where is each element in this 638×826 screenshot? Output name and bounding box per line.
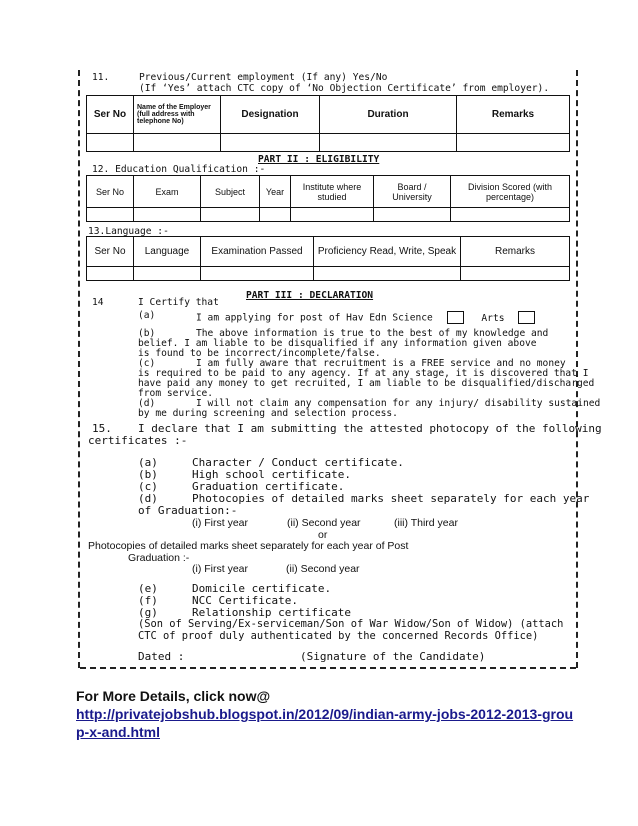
header-remarks: Remarks: [461, 237, 570, 267]
s15-line1: I declare that I am submitting the attested photocopy of the following: [138, 422, 602, 435]
s14-a-text: [196, 311, 535, 324]
s14-certify: I Certify that: [138, 297, 219, 308]
bottom-border: [80, 667, 576, 669]
footer: [76, 687, 576, 741]
table-cell: [457, 134, 570, 152]
s14-d-cont1: by me during screening and selection process.: [138, 408, 398, 419]
s11-line2: (If ‘Yes’ attach CTC copy of ‘No Objection Certificate’ from employer).: [139, 83, 550, 94]
s13-title: 13.Language :-: [88, 226, 169, 237]
header-ser-no: Ser No: [87, 176, 134, 208]
grad-year-1: (i) First year: [192, 517, 248, 529]
s15-e-text: Domicile certificate.: [192, 582, 332, 595]
s15-d-cont: of Graduation:-: [138, 504, 238, 517]
header-division: Division Scored (with percentage): [451, 176, 570, 208]
s15-a-text: Character / Conduct certificate.: [192, 456, 404, 469]
s15-g-label: (g): [138, 606, 158, 619]
s15-c-text: Graduation certificate.: [192, 480, 345, 493]
s14-a-label: (a): [138, 310, 156, 321]
table-cell: [260, 208, 291, 222]
signature-label: (Signature of the Candidate): [300, 650, 486, 663]
table-cell: [221, 134, 320, 152]
s14-b-cont1: belief. I am liable to be disqualified if any information given above: [138, 338, 537, 349]
table-cell: [134, 267, 201, 281]
header-board: Board / University: [374, 176, 451, 208]
s15-f-text: NCC Certificate.: [192, 594, 298, 607]
header-language: Language: [134, 237, 201, 267]
s15-g-text: Relationship certificate: [192, 606, 351, 619]
footer-link[interactable]: http://privatejobshub.blogspot.in/2012/09/indian-army-jobs-2012-2013-group-x-and.html: [76, 706, 574, 740]
s15-line2: certificates :-: [88, 434, 188, 447]
table-cell: [291, 208, 374, 222]
part-ii-heading: PART II : ELIGIBILITY: [258, 154, 380, 165]
language-table: [86, 236, 570, 281]
header-remarks: Remarks: [457, 96, 570, 134]
s11-line1: Previous/Current employment (If any) Yes/No: [139, 72, 388, 83]
employment-table: [86, 95, 570, 152]
s14-c-text: I am fully aware that recruitment is a FREE service and no money: [196, 358, 566, 369]
s14-d-text: I will not claim any compensation for any injury/ disability sustained: [196, 398, 601, 409]
header-subject: Subject: [201, 176, 260, 208]
s15-g-cont1: (Son of Serving/Ex-serviceman/Son of War Widow/Son of Widow) (attach: [138, 618, 564, 630]
s15-c-label: (c): [138, 480, 158, 493]
s14-c-cont1: is required to be paid to any agency. If at any stage, it is discovered that I: [138, 368, 589, 379]
s14-b-label: (b): [138, 328, 156, 339]
table-cell: [87, 208, 134, 222]
s14-b-cont2: is found to be incorrect/incomplete/false.: [138, 348, 381, 359]
table-cell: [314, 267, 461, 281]
s15-number: 15.: [92, 422, 112, 435]
pg-line1: Photocopies of detailed marks sheet separately for each year of Post: [88, 540, 409, 552]
header-year: Year: [260, 176, 291, 208]
grad-year-2: (ii) Second year: [287, 517, 361, 529]
dated-label: Dated :: [138, 650, 185, 663]
arts-label: Arts: [481, 312, 505, 324]
s15-f-label: (f): [138, 594, 158, 607]
s15-e-label: (e): [138, 582, 158, 595]
header-proficiency: Proficiency Read, Write, Speak: [314, 237, 461, 267]
left-border: [78, 70, 80, 668]
header-duration: Duration: [320, 96, 457, 134]
science-checkbox[interactable]: [447, 311, 464, 324]
table-cell: [374, 208, 451, 222]
header-designation: Designation: [221, 96, 320, 134]
s15-b-label: (b): [138, 468, 158, 481]
s15-a-label: (a): [138, 456, 158, 469]
part-iii-heading: PART III : DECLARATION: [246, 290, 374, 301]
s14-c-cont2: have paid any money to get recruited, I am liable to be disqualified/discharged: [138, 378, 595, 389]
pg-line2: Graduation :-: [128, 552, 190, 564]
table-cell: [461, 267, 570, 281]
grad-year-3: (iii) Third year: [394, 517, 458, 529]
table-cell: [201, 267, 314, 281]
or-label: or: [318, 529, 328, 541]
s15-g-cont2: CTC of proof duly authenticated by the concerned Records Office): [138, 630, 539, 642]
table-cell: [87, 267, 134, 281]
s14-c-label: (c): [138, 358, 156, 369]
s14-d-label: (d): [138, 398, 156, 409]
pg-year-1: (i) First year: [192, 563, 248, 575]
footer-prefix: For More Details, click now@: [76, 688, 271, 704]
pg-year-2: (ii) Second year: [286, 563, 360, 575]
table-cell: [134, 134, 221, 152]
s15-d-text: Photocopies of detailed marks sheet separately for each year: [192, 492, 590, 505]
table-cell: [320, 134, 457, 152]
s15-b-text: High school certificate.: [192, 468, 351, 481]
table-cell: [201, 208, 260, 222]
s14-b-text: The above information is true to the best of my knowledge and: [196, 328, 549, 339]
header-exam: Exam: [134, 176, 201, 208]
s15-d-label: (d): [138, 492, 158, 505]
s14-a-text-label: I am applying for post of Hav Edn Science: [196, 312, 433, 324]
header-institute: Institute where studied: [291, 176, 374, 208]
s12-title: 12. Education Qualification :-: [92, 164, 266, 175]
header-ser-no: Ser No: [87, 96, 134, 134]
education-table: [86, 175, 570, 222]
header-ser-no: Ser No: [87, 237, 134, 267]
table-cell: [451, 208, 570, 222]
s11-number: 11.: [92, 72, 110, 83]
arts-checkbox[interactable]: [518, 311, 535, 324]
s14-c-cont3: from service.: [138, 388, 214, 399]
header-employer: Name of the Employer (full address with telephone No): [134, 96, 221, 134]
header-exam-passed: Examination Passed: [201, 237, 314, 267]
table-cell: [134, 208, 201, 222]
table-cell: [87, 134, 134, 152]
s14-number: 14: [92, 297, 104, 308]
